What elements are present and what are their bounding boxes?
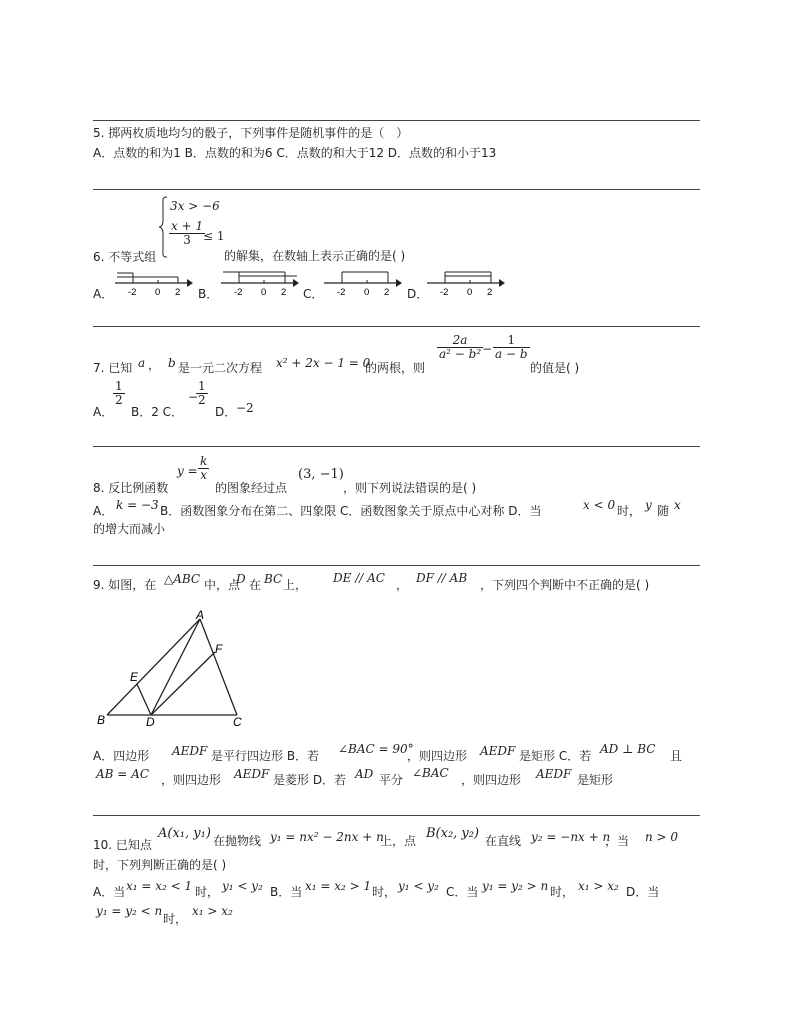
fraction-1-over-a-minus-b: $\frac{1}{a - b}$ xyxy=(495,333,528,361)
q9-text-rect: 是矩形 xyxy=(577,773,614,787)
q9-text-bisect: 平分 xyxy=(379,773,404,787)
point-3-minus1: (3, −1) xyxy=(298,467,344,482)
var-x: x xyxy=(674,498,681,512)
option-a-fraction: $\frac{1}{2}$ xyxy=(115,379,123,407)
q10-result-d: x₁ > x₂ xyxy=(192,904,233,918)
q10-cond-b: x₁ = x₂ > 1 xyxy=(305,879,372,893)
q10-cond-c: y₁ = y₂ > n xyxy=(482,879,549,893)
option-b-label: B． xyxy=(198,287,219,301)
function-y-eq: y = xyxy=(177,464,198,478)
inequality-2-denominator: 3 xyxy=(183,233,191,247)
svg-text:2: 2 xyxy=(175,287,181,298)
q10-result-c: x₁ > x₂ xyxy=(578,879,619,893)
question-7-prefix: 7. 已知 xyxy=(93,361,133,375)
inequality-1: 3x > −6 xyxy=(170,199,220,213)
svg-text:2: 2 xyxy=(487,287,493,298)
question-5-stem: 5. 掷两枚质地均匀的骰子，下列事件是随机事件的是（ ） xyxy=(93,126,409,140)
q9-text-2: 在 xyxy=(249,578,262,592)
de-parallel-ac: DE // AC xyxy=(333,571,385,585)
var-a: a xyxy=(138,356,146,370)
question-5-options: A．点数的和为1 B．点数的和为6 C．点数的和大于12 D．点数的和小于13 xyxy=(93,146,497,160)
q9-option-a: A．四边形 xyxy=(93,749,150,763)
triangle-figure xyxy=(93,608,263,732)
option-c-sign: − xyxy=(188,390,199,404)
q9-option-d: 是菱形 D．若 xyxy=(273,773,347,787)
option-a-label: A． xyxy=(93,287,114,301)
number-line-d xyxy=(425,268,505,300)
q9-text-and: 且 xyxy=(670,749,683,763)
quad-aedf: AEDF xyxy=(480,744,516,758)
condition-x-lt-0: x < 0 xyxy=(583,498,616,512)
df-parallel-ab: DF // AB xyxy=(416,571,468,585)
q10-cond-a: x₁ = x₂ < 1 xyxy=(126,879,193,893)
question-7-mid2: 的两根，则 xyxy=(365,361,426,375)
option-d-value: −2 xyxy=(236,401,254,415)
question-9-prefix: 9. 如图，在 xyxy=(93,578,157,592)
q9-option-c: 是矩形 C．若 xyxy=(519,749,592,763)
svg-text:0: 0 xyxy=(364,287,370,298)
svg-text:E: E xyxy=(130,670,139,684)
angle-bac: ∠BAC xyxy=(412,766,449,780)
angle-bac-90: ∠BAC = 90° xyxy=(338,742,414,756)
question-8-mid: 的图象经过点 xyxy=(215,481,288,495)
question-7-mid: 是一元二次方程 xyxy=(178,361,263,375)
segment-ad: AD xyxy=(355,767,374,781)
svg-text:-2: -2 xyxy=(337,287,346,298)
option-c-label: C． xyxy=(303,287,324,301)
separator-rule xyxy=(93,815,700,816)
separator-rule xyxy=(93,326,700,327)
q10-text-point: 上，点 xyxy=(380,834,417,848)
number-line-c xyxy=(322,268,402,300)
question-10-line2: 时，下列判断正确的是( ) xyxy=(93,858,227,872)
quad-aedf: AEDF xyxy=(536,767,572,781)
q10-shi: 时， xyxy=(372,885,397,899)
left-brace-icon xyxy=(158,196,168,258)
question-8-options: B．函数图象分布在第二、四象限 C．函数图象关于原点中心对称 D．当 xyxy=(160,504,542,518)
svg-text:-2: -2 xyxy=(128,287,137,298)
fraction-k-over-x: $\frac{k}{x}$ xyxy=(200,454,208,482)
q10-result-b: y₁ < y₂ xyxy=(398,879,439,893)
var-b: b xyxy=(168,356,176,370)
when-text: 时， xyxy=(617,504,642,518)
option-d-label: D． xyxy=(407,287,429,301)
q10-result-a: y₁ < y₂ xyxy=(222,879,263,893)
question-8-line2: 的增大而减小 xyxy=(93,522,166,536)
quad-aedf: AEDF xyxy=(234,767,270,781)
q10-shi: 时， xyxy=(195,885,220,899)
number-line-a xyxy=(113,268,193,300)
question-6-stem-prefix: 6. 不等式组 xyxy=(93,250,157,264)
svg-text:0: 0 xyxy=(467,287,473,298)
k-equals: k = −3 xyxy=(116,498,159,512)
q10-option-b: B．当 xyxy=(270,885,303,899)
q9-text-then: ，则四边形 xyxy=(407,749,468,763)
svg-text:0: 0 xyxy=(261,287,267,298)
comma: ， xyxy=(148,358,161,372)
q9-text-then: ，则四边形 xyxy=(161,773,222,787)
q10-shi: 时， xyxy=(163,912,188,926)
question-6-stem-suffix: 的解集，在数轴上表示正确的是( ) xyxy=(224,249,406,263)
q9-text-then: ，则四边形 xyxy=(461,773,522,787)
q9-text-1: 中，点 xyxy=(204,578,241,592)
svg-text:F: F xyxy=(215,642,223,656)
question-10-prefix: 10. 已知点 xyxy=(93,838,152,852)
fraction-2a: $\frac{2a}{\text{a² − b²}}$ xyxy=(439,333,482,361)
quad-aedf: AEDF xyxy=(172,744,208,758)
q10-option-d: D．当 xyxy=(626,885,660,899)
inequality-2-fraction xyxy=(169,220,205,247)
q10-text-when: ，当 xyxy=(605,834,630,848)
q10-shi: 时， xyxy=(550,885,575,899)
parabola-equation: y₁ = nx² − 2nx + n xyxy=(270,830,384,844)
minus-sign: − xyxy=(482,342,493,356)
q9-text-3: 上， xyxy=(283,578,308,592)
question-8-suffix: ，则下列说法错误的是( ) xyxy=(343,481,477,495)
sui-text: 随 xyxy=(657,504,670,518)
separator-rule xyxy=(93,446,700,447)
separator-rule xyxy=(93,565,700,566)
quadratic-equation: x² + 2x − 1 = 0 xyxy=(276,356,371,370)
ab-equals-ac: AB = AC xyxy=(96,767,150,781)
question-8-prefix: 8. 反比例函数 xyxy=(93,481,169,495)
line-equation: y₂ = −nx + n xyxy=(531,830,611,844)
q10-text-parabola: 在抛物线 xyxy=(213,834,262,848)
q10-option-c: C．当 xyxy=(446,885,479,899)
ad-perp-bc: AD ⊥ BC xyxy=(600,742,656,756)
option-d-label: D． xyxy=(215,405,237,419)
option-a-label: A． xyxy=(93,405,114,419)
q10-text-line: 在直线 xyxy=(485,834,522,848)
svg-text:2: 2 xyxy=(384,287,390,298)
segment-bc: BC xyxy=(264,572,283,586)
separator-rule xyxy=(93,120,700,121)
svg-text:C: C xyxy=(233,715,242,729)
question-9-suffix: ，下列四个判断中不正确的是( ) xyxy=(480,578,650,592)
inequality-2-relation: ≤ 1 xyxy=(203,229,225,243)
point-d: D xyxy=(236,572,246,586)
svg-text:0: 0 xyxy=(155,287,161,298)
option-b-text: B．2 C． xyxy=(131,405,184,419)
point-b: B(x₂, y₂) xyxy=(426,826,480,841)
svg-text:-2: -2 xyxy=(234,287,243,298)
triangle-abc: △ABC xyxy=(164,572,201,586)
option-c-fraction: $\frac{1}{2}$ xyxy=(198,379,206,407)
q9-option-b: 是平行四边形 B．若 xyxy=(211,749,320,763)
option-a-label: A． xyxy=(93,504,114,518)
svg-text:2: 2 xyxy=(281,287,287,298)
separator-rule xyxy=(93,189,700,190)
svg-text:A: A xyxy=(196,608,205,622)
question-7-suffix: 的值是( ) xyxy=(530,361,580,375)
svg-text:D: D xyxy=(146,715,155,729)
var-y: y xyxy=(645,498,652,512)
point-a: A(x₁, y₁) xyxy=(158,826,211,841)
number-line-b xyxy=(219,268,299,300)
svg-text:-2: -2 xyxy=(440,287,449,298)
condition-n-gt-0: n > 0 xyxy=(645,830,679,844)
svg-text:B: B xyxy=(97,713,106,727)
q10-cond-d: y₁ = y₂ < n xyxy=(96,904,163,918)
q9-sep: ， xyxy=(396,578,409,592)
q10-option-a: A．当 xyxy=(93,885,126,899)
inequality-2-numerator: x + 1 xyxy=(171,219,204,233)
